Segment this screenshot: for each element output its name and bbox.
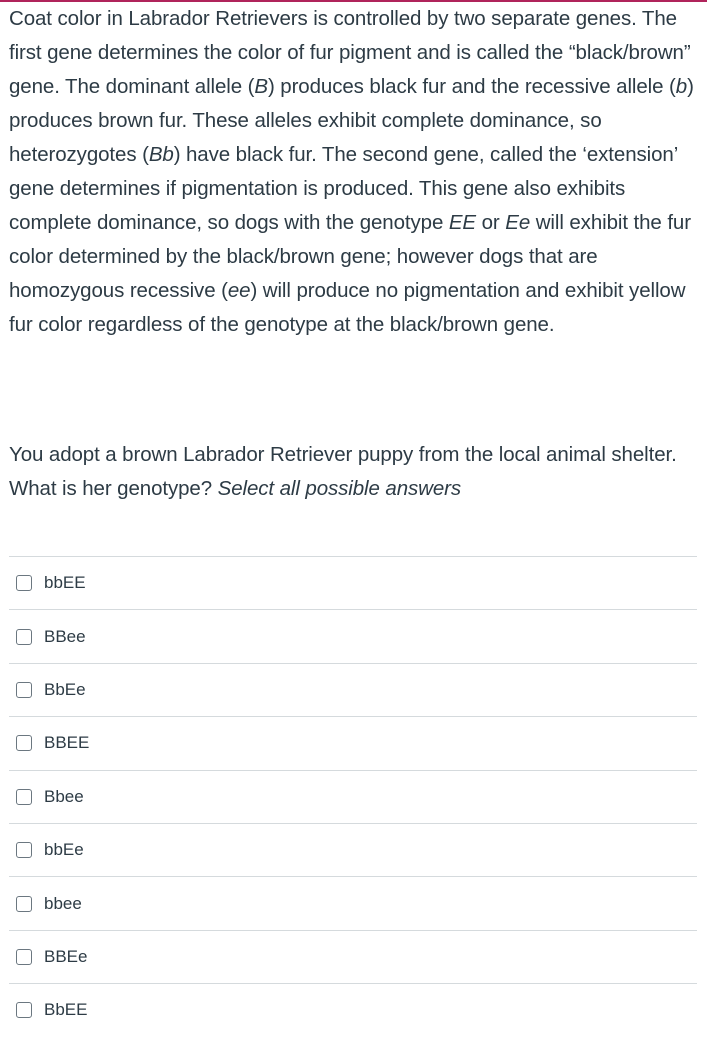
- passage-text: ) produces black fur and the recessive allele (: [267, 75, 676, 98]
- passage-paragraph: [9, 2, 699, 342]
- answer-option[interactable]: [9, 823, 697, 876]
- answer-label: Bbee: [44, 786, 84, 806]
- answer-option[interactable]: [9, 930, 697, 983]
- question-paragraph: [9, 438, 699, 506]
- answer-option[interactable]: [9, 983, 697, 1036]
- answer-checkbox[interactable]: [16, 842, 32, 858]
- answer-checkbox[interactable]: [16, 896, 32, 912]
- answer-checkbox[interactable]: [16, 629, 32, 645]
- answer-label: BBee: [44, 626, 86, 646]
- answer-label: BbEe: [44, 679, 86, 699]
- answer-checkbox[interactable]: [16, 575, 32, 591]
- answer-option[interactable]: [9, 663, 697, 716]
- passage-text: ) produces brown fur. These alleles exhibit complete dominance, so heterozygotes (: [9, 75, 694, 166]
- passage-text: Coat color in Labrador Retrievers is controlled by two separate genes. The first gene determines the color of fur pigment and is called the “black/brown” gene. The dominant allele (: [9, 7, 691, 98]
- question-passage: [9, 2, 699, 342]
- answer-option[interactable]: [9, 556, 697, 609]
- genotype-italic: ee: [227, 279, 251, 302]
- answer-option[interactable]: [9, 876, 697, 929]
- answer-option[interactable]: [9, 609, 697, 662]
- answer-checkbox[interactable]: [16, 789, 32, 805]
- allele-italic: b: [675, 75, 688, 98]
- passage-text: ) will produce no pigmentation and exhibit yellow fur color regardless of the genotype at the black/brown gene.: [9, 279, 686, 336]
- genotype-italic: Ee: [505, 211, 531, 234]
- answer-checkbox[interactable]: [16, 1002, 32, 1018]
- allele-italic: B: [254, 75, 268, 98]
- answer-option[interactable]: [9, 770, 697, 823]
- passage-text: will exhibit the fur color determined by the black/brown gene; however dogs that are homozygous recessive (: [9, 211, 691, 302]
- passage-text: or: [476, 211, 506, 234]
- passage-text: ) have black fur. The second gene, called the ‘extension’ gene determines if pigmentation is produced. This gene also exhibits complete dominance, so dogs with the genotype: [9, 143, 678, 234]
- answer-list: [9, 556, 697, 1037]
- answer-option[interactable]: [9, 716, 697, 769]
- genotype-italic: Bb: [148, 143, 174, 166]
- answer-label: bbEE: [44, 573, 86, 593]
- genotype-italic: EE: [448, 211, 477, 234]
- answer-label: BbEE: [44, 1000, 88, 1020]
- question-text: You adopt a brown Labrador Retriever puppy from the local animal shelter. What is her genotype?: [9, 443, 677, 500]
- question-prompt: [9, 438, 699, 506]
- answer-label: BBEE: [44, 733, 90, 753]
- answer-checkbox[interactable]: [16, 735, 32, 751]
- answer-checkbox[interactable]: [16, 949, 32, 965]
- answer-label: BBEe: [44, 946, 88, 966]
- answer-label: bbee: [44, 893, 82, 913]
- answer-label: bbEe: [44, 840, 84, 860]
- question-instruction: Select all possible answers: [217, 477, 462, 500]
- answer-checkbox[interactable]: [16, 682, 32, 698]
